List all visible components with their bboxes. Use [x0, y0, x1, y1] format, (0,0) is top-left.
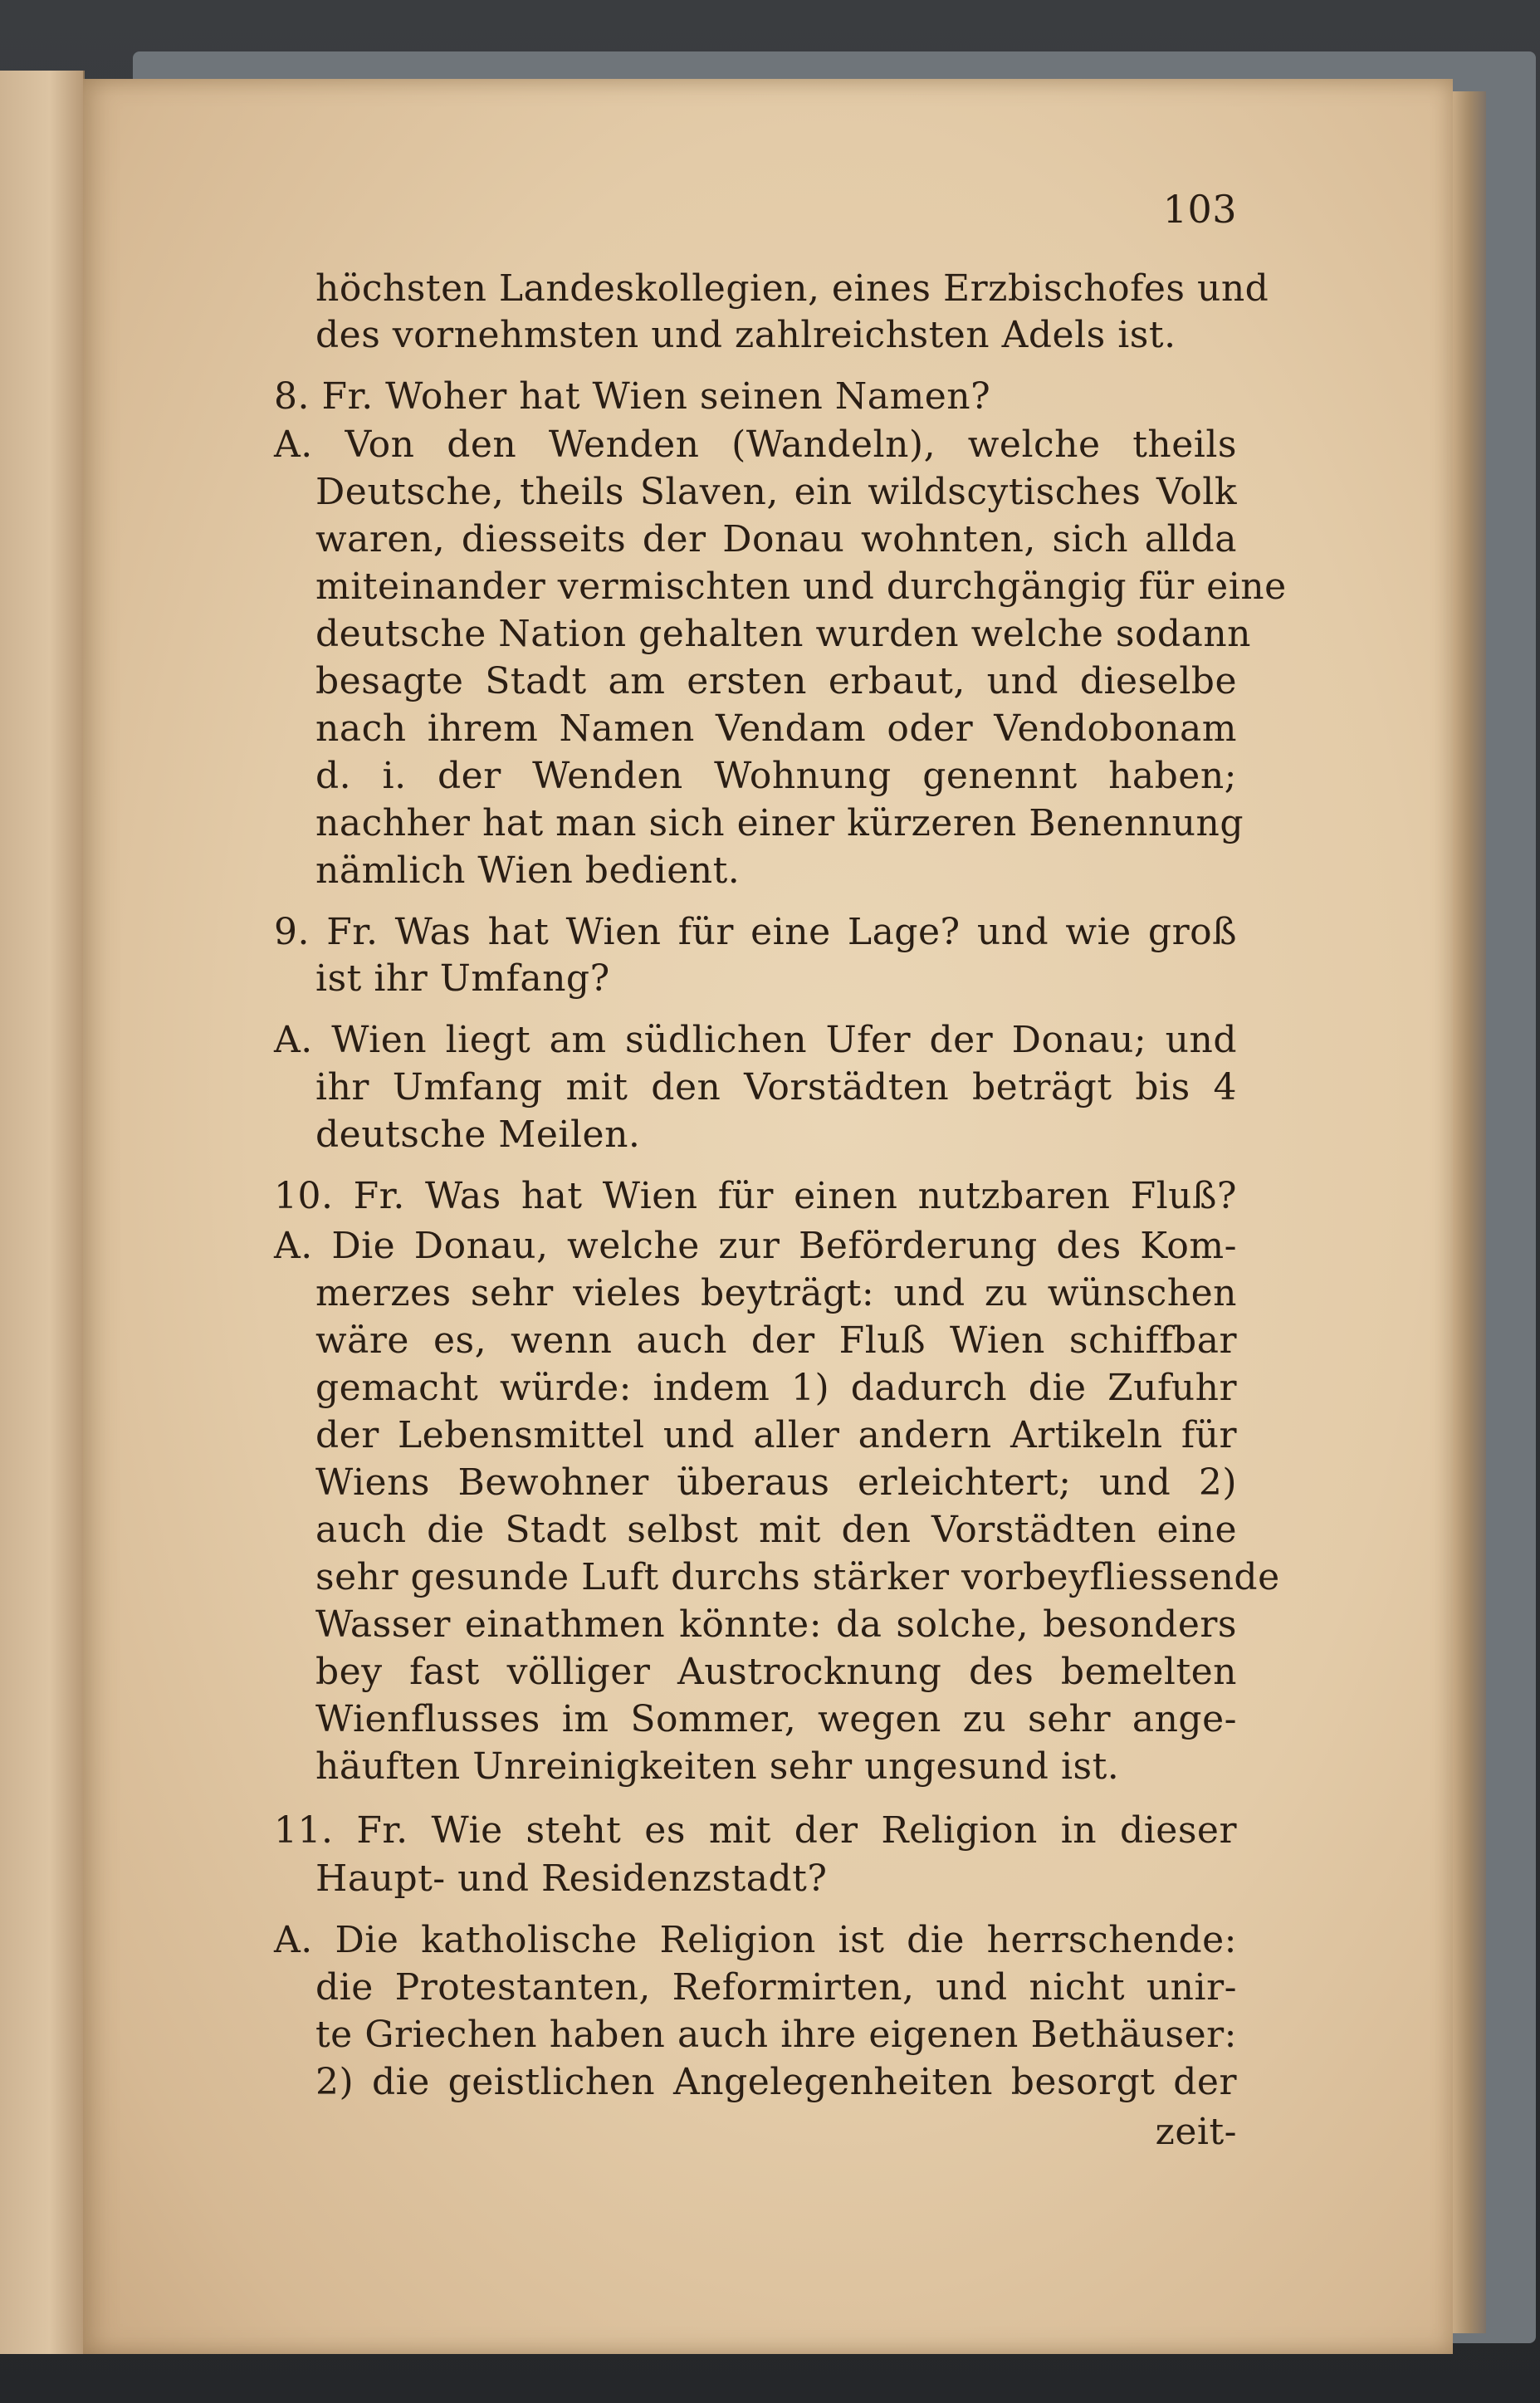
text-line: deutsche Meilen. [315, 1113, 641, 1156]
text-line: waren, diesseits der Donau wohnten, sich allda [315, 518, 1237, 560]
answer-line: A. Von den Wenden (Wandeln), welche theils [274, 423, 1237, 466]
text-line: d. i. der Wenden Wohnung genennt haben; [315, 755, 1237, 797]
text-line: Wiens Bewohner überaus erleichtert; und 2) [315, 1461, 1237, 1504]
text-line: ist ihr Umfang? [315, 957, 610, 1000]
question-heading: 11. Fr. Wie steht es mit der Religion in dieser [274, 1809, 1237, 1852]
text-line: besagte Stadt am ersten erbaut, und dieselbe [315, 660, 1237, 702]
text-line: Haupt- und Residenzstadt? [315, 1857, 828, 1900]
text-line: ihr Umfang mit den Vorstädten beträgt bis 4 [315, 1066, 1237, 1109]
text-line: merzes sehr vieles beyträgt: und zu wünschen [315, 1272, 1237, 1314]
text-line: sehr gesunde Luft durchs stärker vorbeyfliessende [315, 1556, 1280, 1598]
text-line: nachher hat man sich einer kürzeren Benennung [315, 802, 1244, 844]
question-heading: 10. Fr. Was hat Wien für einen nutzbaren Fluß? [274, 1175, 1237, 1217]
facing-page-edge [0, 71, 85, 2354]
text-line: te Griechen haben auch ihre eigenen Bethäuser: [315, 2014, 1237, 2056]
text-line: nach ihrem Namen Vendam oder Vendobonam [315, 707, 1237, 750]
text-line: bey fast völliger Austrocknung des bemelten [315, 1651, 1237, 1693]
catchword: zeit- [1155, 2111, 1237, 2153]
text-line: Wasser einathmen könnte: da solche, besonders [315, 1603, 1237, 1646]
text-line: höchsten Landeskollegien, eines Erzbischofes und [315, 267, 1269, 310]
text-line: 2) die geistlichen Angelegenheiten besorgt der [315, 2061, 1237, 2103]
answer-line: A. Die Donau, welche zur Beförderung des Kom- [274, 1225, 1237, 1267]
answer-line: A. Die katholische Religion ist die herrschende: [274, 1919, 1237, 1961]
question-heading: 9. Fr. Was hat Wien für eine Lage? und wie groß [274, 911, 1237, 953]
text-line: wäre es, wenn auch der Fluß Wien schiffbar [315, 1319, 1237, 1362]
text-line: deutsche Nation gehalten wurden welche sodann [315, 613, 1251, 655]
answer-line: A. Wien liegt am südlichen Ufer der Donau; und [274, 1019, 1237, 1061]
text-line: nämlich Wien bedient. [315, 849, 741, 892]
text-line: miteinander vermischten und durchgängig für eine [315, 565, 1287, 608]
text-line: Deutsche, theils Slaven, ein wildscytisches Volk [315, 471, 1237, 513]
text-line: auch die Stadt selbst mit den Vorstädten eine [315, 1509, 1237, 1551]
question-heading: 8. Fr. Woher hat Wien seinen Namen? [274, 375, 991, 418]
text-line: häuften Unreinigkeiten sehr ungesund ist. [315, 1745, 1120, 1788]
text-line: Wienflusses im Sommer, wegen zu sehr ange- [315, 1698, 1237, 1740]
text-line: des vornehmsten und zahlreichsten Adels ist. [315, 314, 1176, 356]
page-stack-edge [1453, 91, 1486, 2333]
text-line: die Protestanten, Reformirten, und nicht unir- [315, 1966, 1237, 2009]
text-line: gemacht würde: indem 1) dadurch die Zufuhr [315, 1367, 1237, 1409]
text-line: der Lebensmittel und aller andern Artikeln für [315, 1414, 1237, 1456]
page-number: 103 [1162, 187, 1237, 232]
